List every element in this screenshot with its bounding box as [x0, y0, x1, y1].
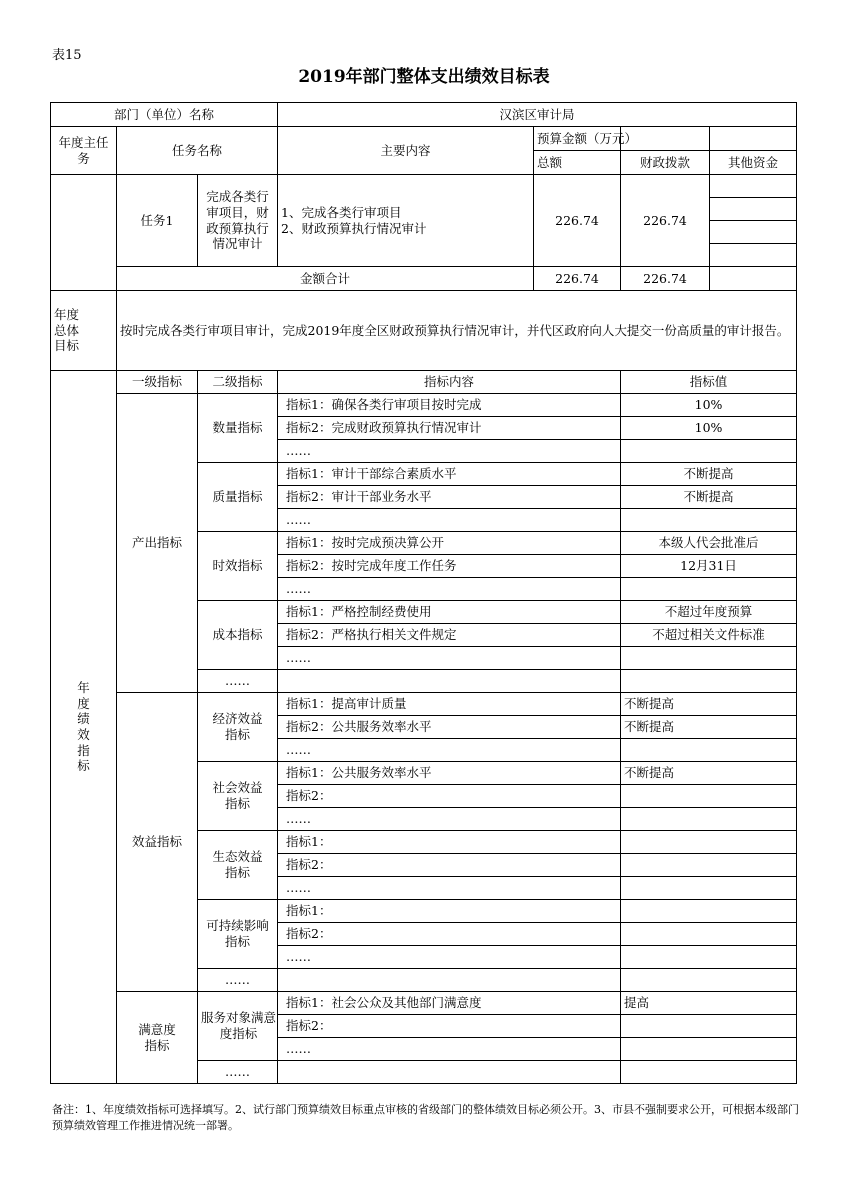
fiscal-header: 财政拨款: [621, 151, 710, 175]
indicator-value: 提高: [621, 992, 797, 1015]
task-fiscal: 226.74: [621, 175, 710, 267]
col-content: 指标内容: [278, 371, 621, 394]
indicator-content: 指标1：社会公众及其他部门满意度: [278, 992, 621, 1015]
indicator-value: 不超过年度预算: [621, 601, 797, 624]
dept-label: 部门（单位）名称: [51, 103, 278, 127]
annual-task-blank: [51, 175, 117, 291]
indicator-content: 指标1：审计干部综合素质水平: [278, 463, 621, 486]
indicator-content: 指标1：公共服务效率水平: [278, 762, 621, 785]
col-level2: 二级指标: [198, 371, 278, 394]
timeliness-indicator: 时效指标: [198, 532, 278, 601]
indicator-value: 12月31日: [621, 555, 797, 578]
annual-goal-text: 按时完成各类行审项目审计，完成2019年度全区财政预算执行情况审计，并代区政府向人大提交一份高质量的审计报告。: [117, 291, 797, 371]
level2-ellipsis: ……: [198, 969, 278, 992]
indicator-content: 指标1：确保各类行审项目按时完成: [278, 394, 621, 417]
indicator-value: 不断提高: [621, 716, 797, 739]
col-value: 指标值: [621, 371, 797, 394]
indicator-content: 指标1：: [278, 831, 621, 854]
indicator-content: 指标2：: [278, 923, 621, 946]
indicator-content: 指标1：按时完成预决算公开: [278, 532, 621, 555]
ecological-indicator: 生态效益指标: [198, 831, 278, 900]
indicator-ellipsis: ……: [278, 946, 621, 969]
indicator-content: 指标2：: [278, 1015, 621, 1038]
task-name-header: 任务名称: [117, 127, 278, 175]
benefit-indicator: 效益指标: [117, 693, 198, 992]
indicator-ellipsis: ……: [278, 877, 621, 900]
indicator-content: 指标2：公共服务效率水平: [278, 716, 621, 739]
indicator-ellipsis: ……: [278, 1038, 621, 1061]
sum-fiscal: 226.74: [621, 267, 710, 291]
task-name: 完成各类行审项目，财政预算执行情况审计: [198, 175, 278, 267]
economic-indicator: 经济效益指标: [198, 693, 278, 762]
indicator-value: 不断提高: [621, 486, 797, 509]
task-content: 1、完成各类行审项目 2、财政预算执行情况审计: [278, 175, 534, 267]
task-total: 226.74: [534, 175, 621, 267]
cost-indicator: 成本指标: [198, 601, 278, 670]
indicator-value: 不断提高: [621, 762, 797, 785]
indicator-content: 指标1：严格控制经费使用: [278, 601, 621, 624]
main-content-header: 主要内容: [278, 127, 534, 175]
budget-amount-header: 预算金额（万元）: [534, 127, 621, 151]
indicator-ellipsis: ……: [278, 509, 621, 532]
indicator-content: 指标1：提高审计质量: [278, 693, 621, 716]
output-indicator: 产出指标: [117, 394, 198, 693]
indicator-ellipsis: ……: [278, 647, 621, 670]
social-indicator: 社会效益指标: [198, 762, 278, 831]
quantity-indicator: 数量指标: [198, 394, 278, 463]
col-level1: 一级指标: [117, 371, 198, 394]
indicator-value: 不断提高: [621, 463, 797, 486]
annual-task-label: 年度主任务: [51, 127, 117, 175]
table-number: 表15: [52, 48, 82, 63]
level2-ellipsis: ……: [198, 1061, 278, 1084]
indicator-content: 指标2：严格执行相关文件规定: [278, 624, 621, 647]
total-header: 总额: [534, 151, 621, 175]
indicator-value: 10%: [621, 394, 797, 417]
indicator-content: 指标2：审计干部业务水平: [278, 486, 621, 509]
sum-label: 金额合计: [117, 267, 534, 291]
other-header: 其他资金: [710, 151, 797, 175]
indicator-ellipsis: ……: [278, 440, 621, 463]
performance-table: [50, 102, 797, 1084]
annual-goal-label: 年度总体目标: [51, 291, 117, 371]
footnote: 备注：1、年度绩效指标可选择填写。2、试行部门预算绩效目标重点审核的省级部门的整体绩效目标必须公开。3、市县不强制要求公开，可根据本级部门预算绩效管理工作推进情况统一部署。: [52, 1103, 799, 1132]
quality-indicator: 质量指标: [198, 463, 278, 532]
sustainable-indicator: 可持续影响指标: [198, 900, 278, 969]
indicator-ellipsis: ……: [278, 808, 621, 831]
indicator-content: 指标2：按时完成年度工作任务: [278, 555, 621, 578]
dept-value: 汉滨区审计局: [278, 103, 797, 127]
indicator-value: 不断提高: [621, 693, 797, 716]
satisfaction-indicator: 满意度指标: [117, 992, 198, 1084]
page-title: 2019年部门整体支出绩效目标表: [298, 67, 550, 87]
indicator-content: 指标2：: [278, 785, 621, 808]
indicator-ellipsis: ……: [278, 739, 621, 762]
sum-total: 226.74: [534, 267, 621, 291]
indicator-value: 本级人代会批准后: [621, 532, 797, 555]
indicator-content: 指标2：完成财政预算执行情况审计: [278, 417, 621, 440]
service-satisfaction-indicator: 服务对象满意度指标: [198, 992, 278, 1061]
indicator-content: 指标1：: [278, 900, 621, 923]
task-label: 任务1: [117, 175, 198, 267]
indicator-content: 指标2：: [278, 854, 621, 877]
indicator-value: 不超过相关文件标准: [621, 624, 797, 647]
indicator-value: 10%: [621, 417, 797, 440]
indicator-ellipsis: ……: [278, 578, 621, 601]
level2-ellipsis: ……: [198, 670, 278, 693]
perf-label: 年度绩效指标: [51, 371, 117, 1084]
